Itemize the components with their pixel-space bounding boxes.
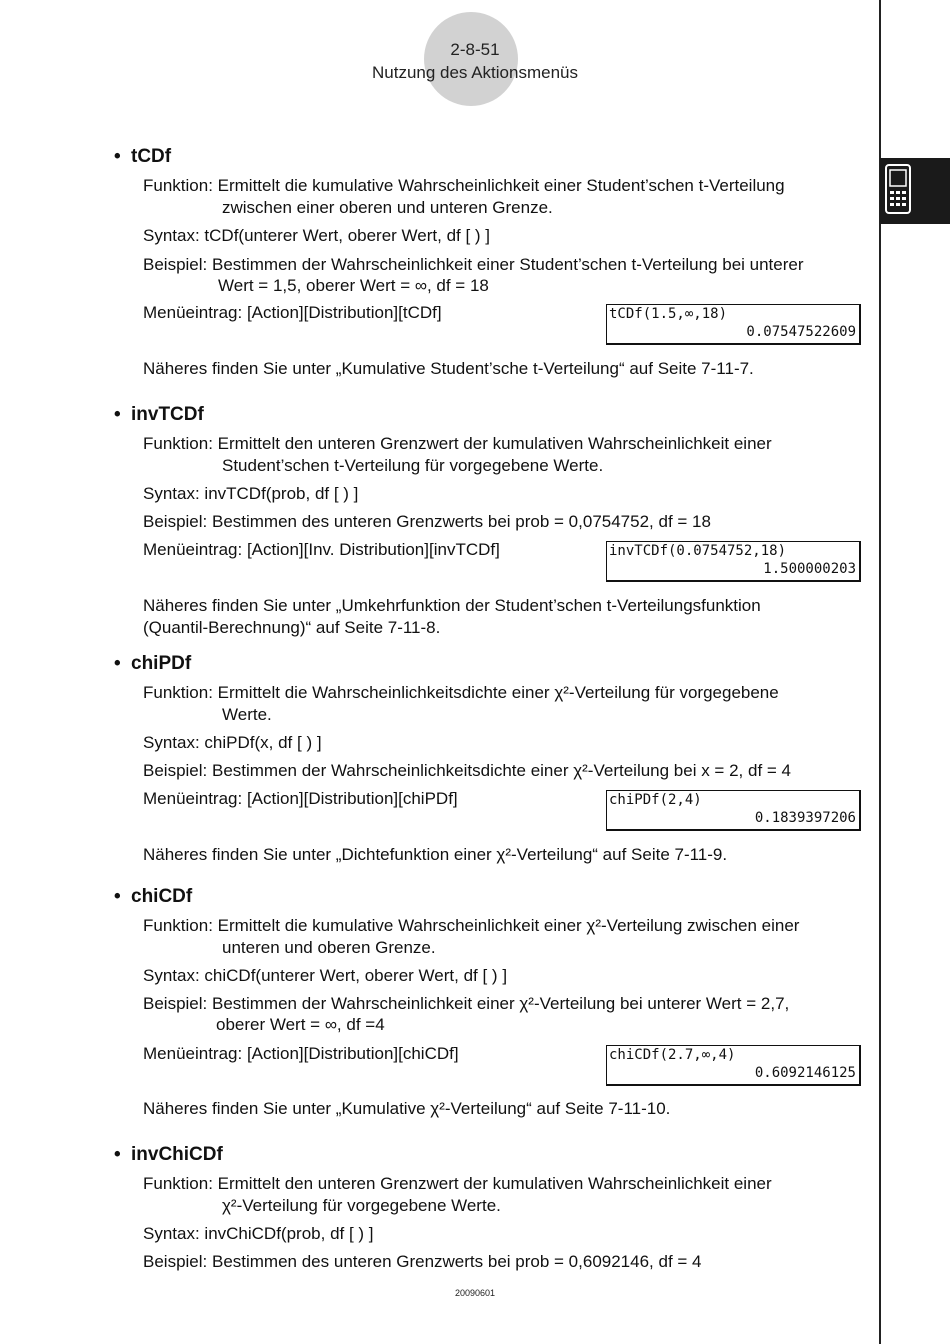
example-line-cont: Wert = 1,5, oberer Wert = ∞, df = 18 — [218, 276, 489, 295]
reference-line: Näheres finden Sie unter „Dichtefunktion einer χ²-Verteilung“ auf Seite 7-11-9. — [143, 845, 728, 864]
example-line: Beispiel: Bestimmen der Wahrscheinlichkeit einer χ²-Verteilung bei unterer Wert = 2,7, — [143, 994, 790, 1013]
screen-input: invTCDf(0.0754752,18) — [609, 543, 787, 559]
example-line: Beispiel: Bestimmen des unteren Grenzwerts bei prob = 0,0754752, df = 18 — [143, 512, 711, 531]
screen-input: tCDf(1.5,∞,18) — [609, 306, 728, 322]
calculator-screen — [606, 541, 861, 582]
section-title-chicdf: • chiCDf — [114, 886, 193, 907]
page-subtitle: Nutzung des Aktionsmenüs — [371, 63, 578, 82]
section-title-tcdf: • tCDf — [114, 146, 172, 167]
function-line-cont: zwischen einer oberen und unteren Grenze. — [222, 198, 553, 217]
calculator-screen — [606, 1045, 861, 1086]
footer-code: 20090601 — [454, 1288, 496, 1298]
function-line: Funktion: Ermittelt den unteren Grenzwert der kumulativen Wahrscheinlichkeit einer — [143, 1174, 772, 1193]
reference-line: Näheres finden Sie unter „Kumulative Student’sche t-Verteilung“ auf Seite 7-11-7. — [143, 359, 754, 378]
screen-input: chiCDf(2.7,∞,4) — [609, 1047, 736, 1063]
function-line-cont: Student’schen t-Verteilung für vorgegebene Werte. — [222, 456, 604, 475]
calculator-screen — [606, 790, 861, 831]
chapter-tab — [880, 158, 950, 224]
screen-output: 0.07547522609 — [746, 324, 856, 340]
reference-line: Näheres finden Sie unter „Kumulative χ²-Verteilung“ auf Seite 7-11-10. — [143, 1099, 671, 1118]
function-line: Funktion: Ermittelt die Wahrscheinlichkeitsdichte einer χ²-Verteilung für vorgegebene — [143, 683, 779, 702]
calculator-icon — [885, 164, 911, 214]
example-line: Beispiel: Bestimmen der Wahrscheinlichkeitsdichte einer χ²-Verteilung bei x = 2, df = 4 — [143, 761, 791, 780]
page-number: 2-8-51 — [450, 40, 500, 59]
example-line: Beispiel: Bestimmen des unteren Grenzwerts bei prob = 0,6092146, df = 4 — [143, 1252, 702, 1271]
section-title-invtcdf: • invTCDf — [114, 404, 204, 425]
section-title-chipdf: • chiPDf — [114, 653, 192, 674]
menu-entry: Menüeintrag: [Action][Distribution][chiCDf] — [143, 1044, 459, 1063]
function-line-cont: unteren und oberen Grenze. — [222, 938, 436, 957]
function-line: Funktion: Ermittelt den unteren Grenzwert der kumulativen Wahrscheinlichkeit einer — [143, 434, 772, 453]
screen-output: 1.500000203 — [763, 561, 856, 577]
screen-input: chiPDf(2,4) — [609, 792, 702, 808]
function-line-cont: χ²-Verteilung für vorgegebene Werte. — [222, 1196, 501, 1215]
screen-output: 0.1839397206 — [754, 810, 856, 826]
screen-output: 0.6092146125 — [754, 1065, 856, 1081]
calculator-screen — [606, 304, 861, 345]
reference-line-cont: (Quantil-Berechnung)“ auf Seite 7-11-8. — [143, 618, 441, 637]
example-line: Beispiel: Bestimmen der Wahrscheinlichkeit einer Student’schen t-Verteilung bei unterer — [143, 255, 804, 274]
section-title-invchicdf: • invChiCDf — [114, 1144, 223, 1165]
function-line: Funktion: Ermittelt die kumulative Wahrscheinlichkeit einer Student’schen t-Verteilung — [143, 176, 785, 195]
function-line: Funktion: Ermittelt die kumulative Wahrscheinlichkeit einer χ²-Verteilung zwischen einer — [143, 916, 800, 935]
menu-entry: Menüeintrag: [Action][Distribution][tCDf] — [143, 303, 442, 322]
syntax-line: Syntax: invChiCDf(prob, df [ ) ] — [143, 1224, 374, 1243]
menu-entry: Menüeintrag: [Action][Distribution][chiPDf] — [143, 789, 458, 808]
example-line-cont: oberer Wert = ∞, df =4 — [216, 1015, 385, 1034]
syntax-line: Syntax: invTCDf(prob, df [ ) ] — [143, 484, 359, 503]
syntax-line: Syntax: chiCDf(unterer Wert, oberer Wert, df [ ) ] — [143, 966, 508, 985]
reference-line: Näheres finden Sie unter „Umkehrfunktion der Student’schen t-Verteilungsfunktion — [143, 596, 761, 615]
menu-entry: Menüeintrag: [Action][Inv. Distribution][invTCDf] — [143, 540, 500, 559]
syntax-line: Syntax: tCDf(unterer Wert, oberer Wert, df [ ) ] — [143, 226, 491, 245]
syntax-line: Syntax: chiPDf(x, df [ ) ] — [143, 733, 322, 752]
function-line-cont: Werte. — [222, 705, 272, 724]
